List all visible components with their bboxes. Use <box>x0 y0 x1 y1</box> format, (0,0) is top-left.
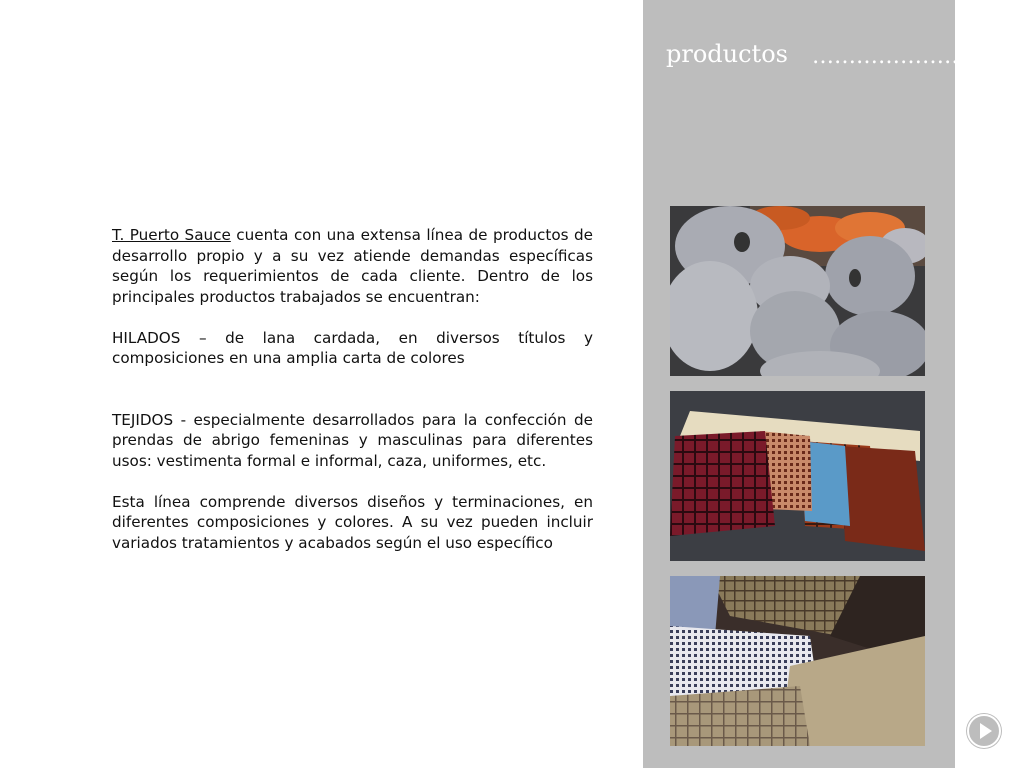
products-description <box>112 225 593 553</box>
intro-text: cuenta con una extensa línea de productos de desarrollo propio y a su vez atiende demandas específicas según los requerimientos de cada cliente. Dentro de los principales productos trabajados se encuentran: <box>112 226 593 306</box>
company-name: T. Puerto Sauce <box>112 226 231 244</box>
intro-paragraph <box>112 225 593 307</box>
fabrics-pile-image <box>670 576 925 746</box>
line-description-paragraph: Esta línea comprende diversos diseños y terminaciones, en diferentes composiciones y colores. A su vez pueden incluir variados tratamientos y acabados según el uso específico <box>112 492 593 552</box>
hilados-paragraph <box>112 328 593 369</box>
section-title: productos <box>666 40 788 68</box>
fabric-samples-image <box>670 391 925 561</box>
hilados-text: – de lana cardada, en diversos títulos y composiciones en una amplia carta de colores <box>112 328 593 367</box>
tejidos-term: TEJIDOS <box>112 410 174 429</box>
tejidos-paragraph <box>112 410 593 472</box>
hilados-term: HILADOS <box>112 328 181 347</box>
yarn-cones-image <box>670 206 925 376</box>
title-dots-decoration: ………………… <box>812 44 966 69</box>
play-arrow-icon <box>966 713 1002 749</box>
next-slide-button[interactable] <box>966 713 1002 749</box>
tejidos-text: - especialmente desarrollados para la confección de prendas de abrigo femeninas y masculinas para diferentes usos: vestimenta formal e informal, caza, uniformes, etc. <box>112 410 593 470</box>
